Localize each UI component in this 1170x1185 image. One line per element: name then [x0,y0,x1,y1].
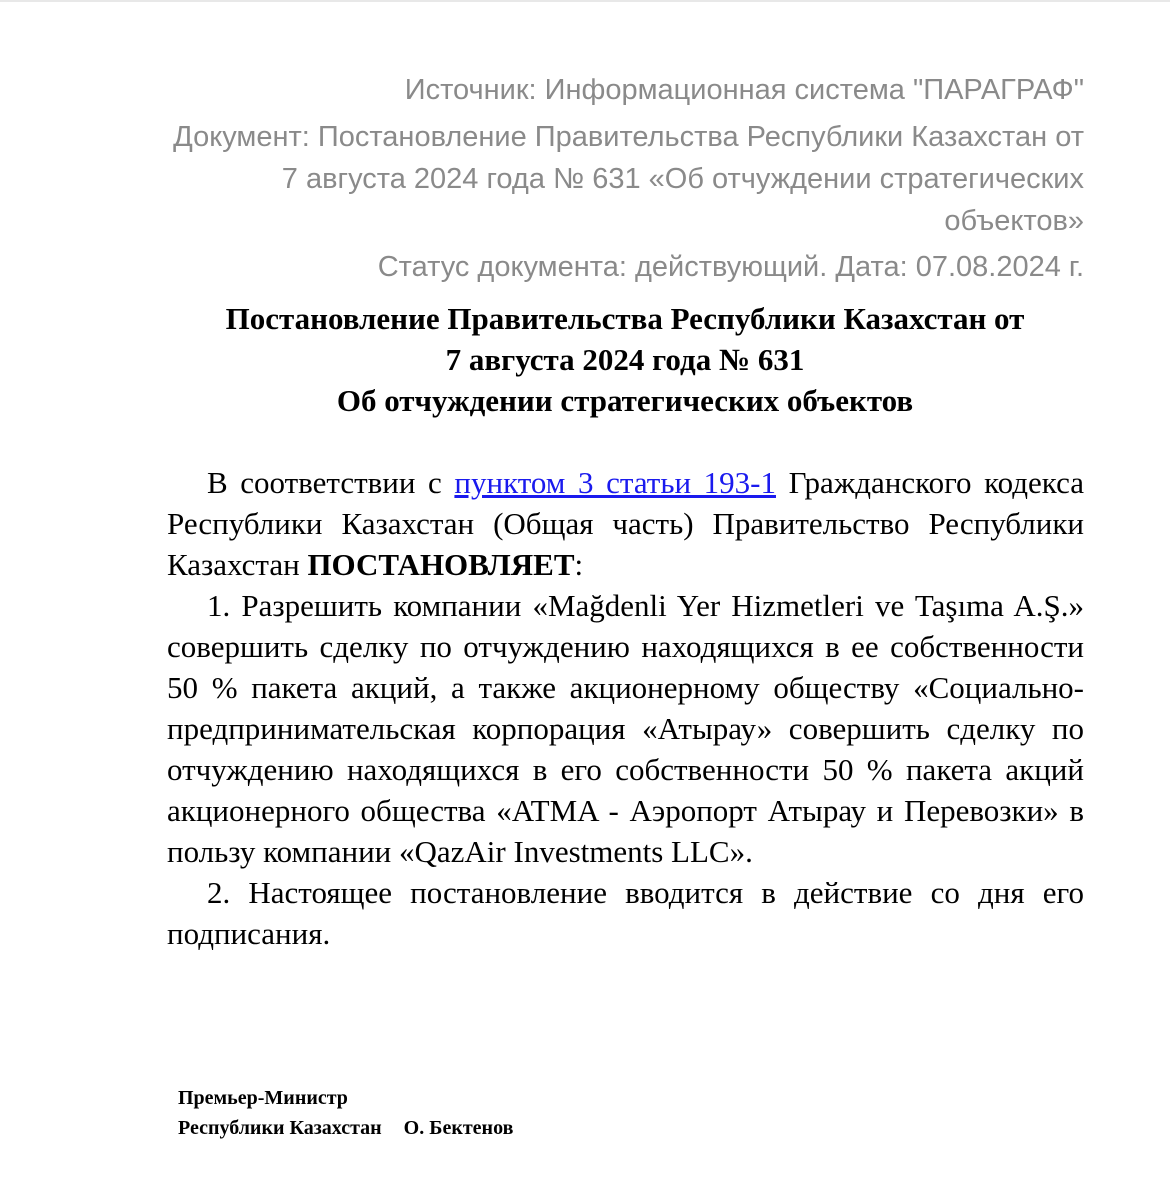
preamble-paragraph [167,462,1084,585]
document-title-line: Документ: Постановление Правительства Республики Казахстан от 7 августа 2024 года № 631 «Об отчуждении стратегических объектов» [173,121,1084,237]
signatory-name: О. Бектенов [403,1117,514,1139]
top-divider [0,0,1170,2]
signature-position-2: Республики Казахстан [178,1117,382,1139]
decree-body [167,462,1084,954]
decree-heading [140,298,1110,421]
item-2-paragraph: 2. Настоящее постановление вводится в действие со дня его подписания. [167,875,1084,951]
signature-line-2 [178,1113,513,1143]
decree-word: ПОСТАНОВЛЯЕТ [307,547,575,582]
preamble-middle: Гражданского кодекса Республики Казахстан (Общая часть) Правительство Республики Казахстан [167,465,1084,582]
preamble-end: : [574,547,584,582]
item-1-paragraph: 1. Разрешить компании «Mağdenli Yer Hizmetleri ve Taşıma A.Ş.» совершить сделку по отчуждению находящихся в ее собственности 50 % пакета акций, а также акционерному обществу «Социально-предпринимательская корпорация «Атырау» совершить сделку по отчуждению находящихся в его собственности 50 % пакета акций акционерного общества «ATMA - Аэропорт Атырау и Перевозки» в пользу компании «QazAir Investments LLC». [167,588,1084,869]
signature-position-1: Премьер-Министр [178,1087,348,1109]
heading-line-1: Постановление Правительства Республики Казахстан от [225,301,1025,336]
signature-block [178,1083,513,1143]
article-link[interactable]: пунктом 3 статьи 193-1 [454,465,776,500]
status-line: Статус документа: действующий. Дата: 07.08.2024 г. [377,251,1084,283]
preamble-start: В соответствии с [207,465,455,500]
heading-line-2: 7 августа 2024 года № 631 [445,342,805,377]
heading-line-3: Об отчуждении стратегических объектов [336,383,914,418]
source-line: Источник: Информационная система "ПАРАГРАФ" [404,74,1084,106]
